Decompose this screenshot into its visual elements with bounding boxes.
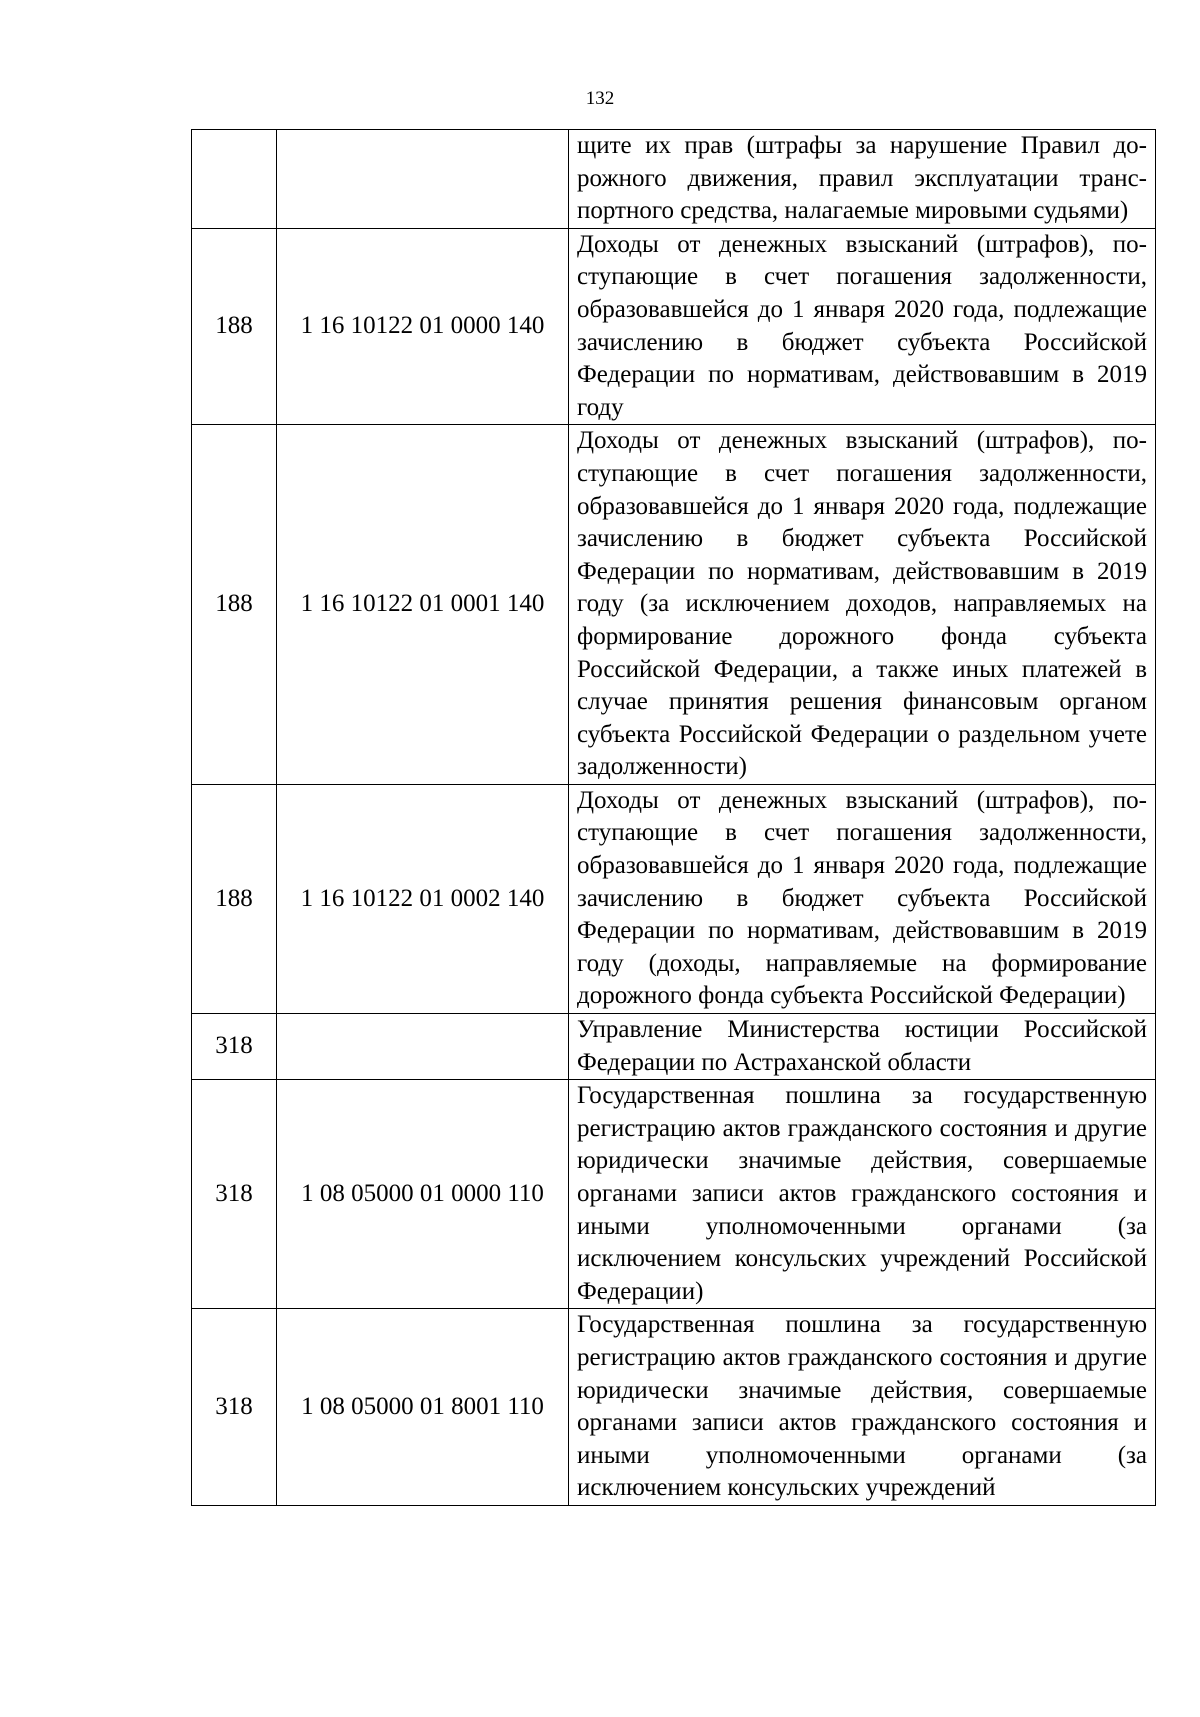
budget-revenue-table (191, 129, 1156, 1506)
revenue-name-cell: Доходы от денежных взысканий (штрафов), поступающие в счет погашения задолженности, образовавшейся до 1 января 2020 года, подлежащие зачислению в бюджет субъекта Российской Федерации по нормативам, действовавшим в 2019 году (за исключением доходов, направляемых на формирование дорожного фонда субъекта Российской Федерации, а также иных платежей в случае принятия решения финансовым органом субъекта Российской Федерации о раздельном учете задолженности) (569, 425, 1156, 785)
admin-code-cell: 318 (192, 1080, 277, 1309)
revenue-name-cell: Государственная пошлина за государственную регистрацию актов гражданского состояния и другие юридически значимые действия, совершаемые органами записи актов гражданского состояния и иными уполномоченными органами (за исключением консульских учреждений Российской Федерации) (569, 1080, 1156, 1309)
admin-code-cell (192, 130, 277, 229)
admin-code-cell: 188 (192, 228, 277, 425)
revenue-code-cell: 1 16 10122 01 0000 140 (277, 228, 569, 425)
table-row (192, 130, 1156, 229)
table-row (192, 784, 1156, 1013)
table-row (192, 1309, 1156, 1506)
revenue-code-cell (277, 130, 569, 229)
revenue-name-cell: Государственная пошлина за государственную регистрацию актов гражданского состояния и другие юридически значимые действия, совершаемые органами записи актов гражданского состояния и иными уполномоченными органами (за исключением консульских учреждений (569, 1309, 1156, 1506)
admin-code-cell: 188 (192, 425, 277, 785)
admin-code-cell: 188 (192, 784, 277, 1013)
table-row (192, 1080, 1156, 1309)
revenue-name-cell: Доходы от денежных взысканий (штрафов), поступающие в счет погашения задолженности, образовавшейся до 1 января 2020 года, подлежащие зачислению в бюджет субъекта Российской Федерации по нормативам, действовавшим в 2019 году (569, 228, 1156, 425)
revenue-code-cell (277, 1014, 569, 1080)
revenue-name-cell: щите их прав (штрафы за нарушение Правил дорожного движения, правил эксплуатации транспортного средства, налагаемые мировыми судьями) (569, 130, 1156, 229)
page-number: 132 (585, 88, 615, 109)
revenue-code-cell: 1 08 05000 01 8001 110 (277, 1309, 569, 1506)
table-row (192, 425, 1156, 785)
revenue-code-cell: 1 16 10122 01 0001 140 (277, 425, 569, 785)
table-row (192, 1014, 1156, 1080)
revenue-code-cell: 1 16 10122 01 0002 140 (277, 784, 569, 1013)
revenue-code-cell: 1 08 05000 01 0000 110 (277, 1080, 569, 1309)
table-row (192, 228, 1156, 425)
admin-code-cell: 318 (192, 1309, 277, 1506)
admin-code-cell: 318 (192, 1014, 277, 1080)
revenue-name-cell: Управление Министерства юстиции Российской Федерации по Астраханской области (569, 1014, 1156, 1080)
revenue-name-cell: Доходы от денежных взысканий (штрафов), поступающие в счет погашения задолженности, образовавшейся до 1 января 2020 года, подлежащие зачислению в бюджет субъекта Российской Федерации по нормативам, действовавшим в 2019 году (доходы, направляемые на формирование дорожного фонда субъекта Российской Федерации) (569, 784, 1156, 1013)
